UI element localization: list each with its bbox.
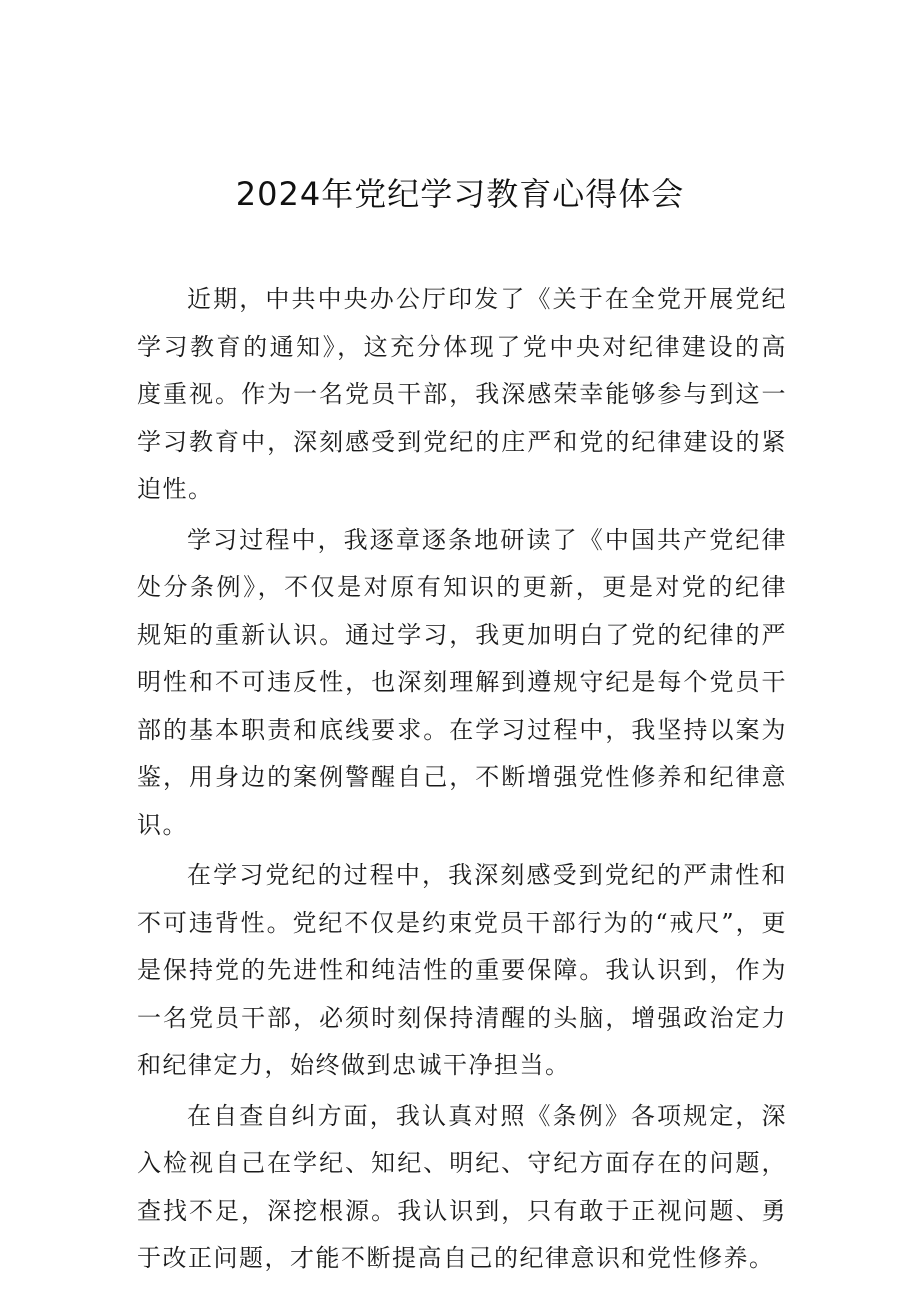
paragraph-3: 在学习党纪的过程中，我深刻感受到党纪的严肃性和不可违背性。党纪不仅是约束党员干部行为的“戒尺”，更是保持党的先进性和纯洁性的重要保障。我认识到，作为一名党员干部，必须时刻保持清醒的头脑，增强政治定力和纪律定力，始终做到忠诚干净担当。 [137,861,787,1079]
document-title: 2024年党纪学习教育心得体会 [235,175,685,213]
paragraph-1: 近期，中共中央办公厅印发了《关于在全党开展党纪学习教育的通知》，这充分体现了党中央对纪律建设的高度重视。作为一名党员干部，我深感荣幸能够参与到这一学习教育中，深刻感受到党纪的庄严和党的纪律建设的紧迫性。 [137,285,787,503]
paragraph-2: 学习过程中，我逐章逐条地研读了《中国共产党纪律处分条例》，不仅是对原有知识的更新，更是对党的纪律规矩的重新认识。通过学习，我更加明白了党的纪律的严明性和不可违反性，也深刻理解到遵规守纪是每个党员干部的基本职责和底线要求。在学习过程中，我坚持以案为鉴，用身边的案例警醒自己，不断增强党性修养和纪律意识。 [137,525,787,839]
paragraph-4: 在自查自纠方面，我认真对照《条例》各项规定，深入检视自己在学纪、知纪、明纪、守纪方面存在的问题，查找不足，深挖根源。我认识到，只有敢于正视问题、勇于改正问题，才能不断提高自己的纪律意识和党性修养。 [137,1101,787,1272]
document-body [137,276,787,1286]
